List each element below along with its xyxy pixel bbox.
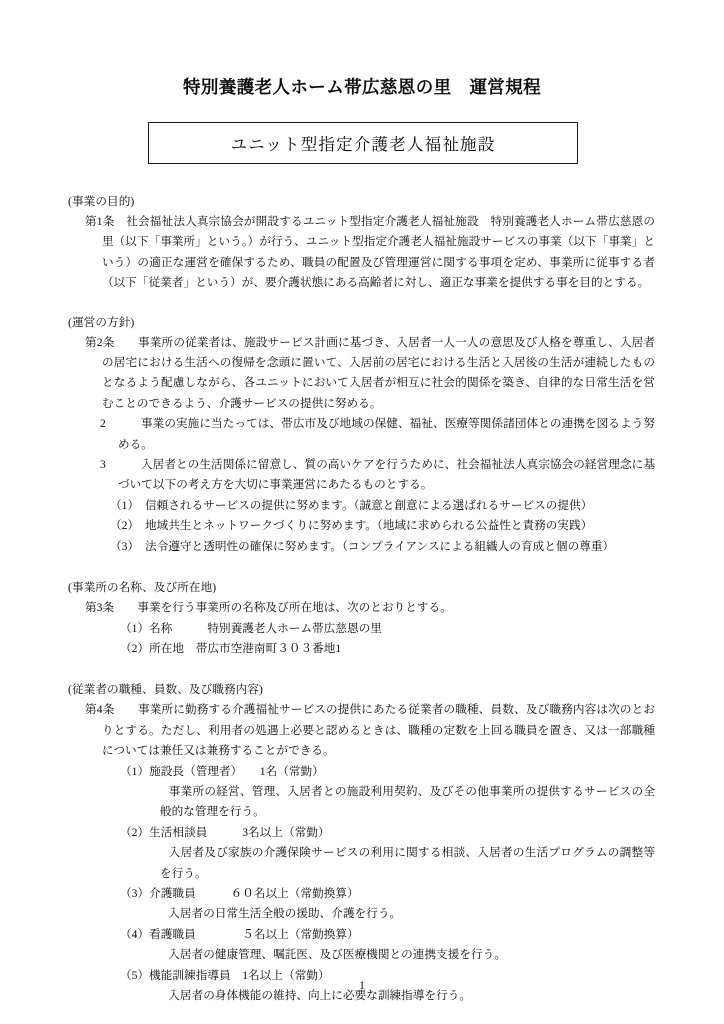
staff-row: （1）施設長（管理者） 1名（常勤） — [120, 764, 324, 778]
article-label: 第4条 — [85, 703, 115, 717]
section-heading: (事業の目的) — [68, 195, 135, 208]
clause-label: 2 — [100, 417, 106, 431]
staff-description: 入居者の身体機能の維持、向上に必要な訓練指導を行う。 — [145, 989, 472, 1002]
section-heading: (運営の方針) — [68, 315, 135, 329]
staff-description: 入居者及び家族の介護保険サービスの利用に関する相談、入居者の生活プログラムの調整等を行う。 — [145, 846, 655, 880]
staff-description: 事業所の経営、管理、入居者との施設利用契約、及びその他事業所の提供するサービスの全般的な管理を行う。 — [145, 784, 655, 819]
staff-row: （3）介護職員 ６０名以上（常勤換算） — [120, 886, 359, 900]
subtitle-text: ユニット型指定介護老人福祉施設 — [230, 135, 496, 154]
clause-text: 入居者との生活関係に留意し、質の高いケアを行うために、社会福祉法人真宗協会の経営理念に基づいて以下の考え方を大切に事業運営にあたるものとする。 — [105, 458, 655, 492]
clause-text: 事業の実施に当たっては、帯広市及び地域の保健、福祉、医療等関係諸団体との連携を図るよう努める。 — [105, 417, 655, 451]
article-label: 第3条 — [85, 601, 115, 615]
staff-row: （4）看護職員 ５名以上（常勤換算） — [120, 927, 359, 941]
section-policy — [0, 313, 724, 557]
list-item: （1） 信頼されるサービスの提供に努めます。（誠意と創意による選ばれるサービスの提供） — [110, 498, 593, 512]
article-4 — [0, 700, 724, 761]
facility-name-item: （1）名称 特別養護老人ホーム帯広慈恩の里 — [120, 621, 383, 635]
article-label: 第1条 — [85, 215, 115, 228]
page-title: 特別養護老人ホーム帯広慈恩の里 運営規程 — [183, 77, 541, 97]
article-2-clause-2 — [0, 414, 724, 455]
article-2 — [0, 333, 724, 415]
section-purpose — [0, 192, 724, 294]
article-label: 第2条 — [85, 335, 115, 349]
staff-description: 入居者の日常生活全般の援助、介護を行う。 — [145, 907, 402, 921]
article-2-clause-3 — [0, 455, 724, 496]
staff-row: （2）生活相談員 3名以上（常勤） — [120, 825, 330, 839]
list-item: （2） 地域共生とネットワークづくりに努めます。（地域に求められる公益性と責務の実践） — [110, 519, 593, 533]
staff-description: 入居者の健康管理、嘱託医、及び医療機関との連携支援を行う。 — [145, 948, 506, 962]
section-heading: (従業者の職種、員数、及び職務内容) — [68, 683, 264, 697]
section-heading: (事業所の名称、及び所在地) — [68, 581, 217, 595]
list-item: （3） 法令遵守と透明性の確保に努めます。（コンプライアンスによる組織人の育成と個の尊重） — [110, 539, 615, 553]
page-number: 1 — [359, 980, 365, 992]
section-name-address — [0, 578, 724, 659]
section-staffing — [0, 680, 724, 1006]
article-3 — [0, 598, 724, 618]
article-text: 事業を行う事業所の名称及び所在地は、次のとおりとする。 — [114, 601, 452, 615]
article-text: 事業所の従業者は、施設サービス計画に基づき、入居者一人一人の意思及び人格を尊重し、入居者の居宅における生活への復帰を念頭に置いて、入居前の居宅における生活と入居後の生活が連続したものとなるよう配慮しながら、各ユニットにおいて入居者が相互に社会的関係を築き、自律的な日常生活を営むことのできるよう、介護サービスの提供に努める。 — [102, 335, 655, 410]
facility-address-item: （2）所在地 帯広市空港南町３０３番地1 — [120, 641, 342, 655]
document-body — [0, 192, 724, 1006]
article-text: 社会福祉法人真宗協会が開設するユニット型指定介護老人福祉施設 特別養護老人ホーム帯広慈恩の里（以下「事業所」という。）が行う、ユニット型指定介護老人福祉施設サービスの事業（以下「事業」という）の適正な運営を確保するため、職員の配置及び管理運営に関する事項を定め、事業所に従事する者（以下「従業者」という）が、要介護状態にある高齢者に対し、適正な事業を提供する事を目的とする。 — [102, 215, 655, 290]
subtitle-box — [148, 122, 578, 164]
staff-row: （5）機能訓練指導員 1名以上（常勤） — [120, 968, 330, 982]
clause-label: 3 — [100, 458, 106, 472]
article-text: 事業所に勤務する介護福祉サービスの提供にあたる従業者の職種、員数、及び職務内容は次のとおりとする。ただし、利用者の処遇上必要と認めるときは、職種の定数を上回る職員を置き、又は一部職種については兼任又は兼務することができる。 — [102, 703, 655, 758]
article-1 — [0, 212, 724, 294]
